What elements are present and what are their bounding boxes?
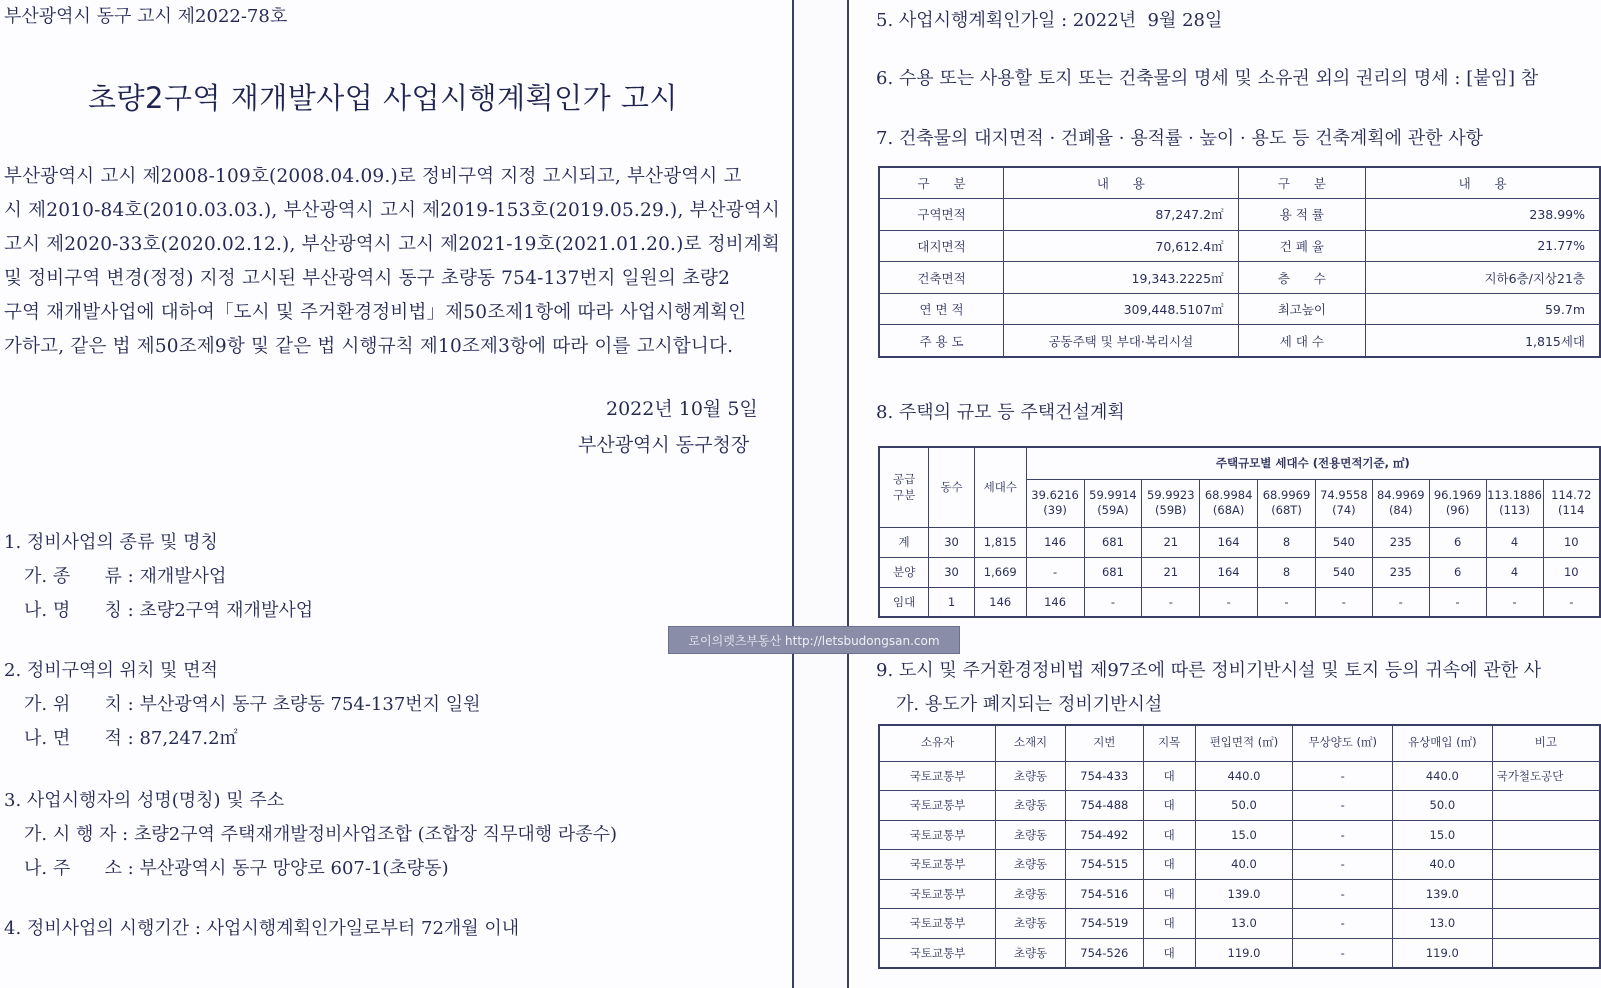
table-cell: - bbox=[1200, 587, 1258, 617]
section-1-type: 가. 종 류 : 재개발사업 bbox=[24, 566, 227, 587]
table-cell: 21 bbox=[1142, 527, 1200, 557]
table-cell: 대지면적 bbox=[879, 230, 1004, 262]
table-cell: 235 bbox=[1372, 527, 1429, 557]
table-cell: 초량동 bbox=[996, 850, 1066, 880]
table-cell: 40.0 bbox=[1393, 850, 1493, 880]
table-cell: - bbox=[1258, 587, 1316, 617]
section-2-location: 가. 위 치 : 부산광역시 동구 초량동 754-137번지 일원 bbox=[24, 694, 481, 715]
size-header: 113.1886 (113) bbox=[1486, 479, 1543, 527]
table-row bbox=[879, 293, 1600, 325]
size-header: 84.9969 (84) bbox=[1372, 479, 1429, 527]
table-row bbox=[879, 879, 1600, 909]
table-cell: 754-488 bbox=[1065, 791, 1143, 821]
table-cell: - bbox=[1293, 820, 1393, 850]
table-cell: 계 bbox=[879, 527, 929, 557]
table-cell: 국토교통부 bbox=[879, 909, 996, 939]
table-cell: 440.0 bbox=[1195, 761, 1293, 791]
size-header: 59.9923 (59B) bbox=[1142, 479, 1200, 527]
notice-date: 2022년 10월 5일 bbox=[606, 398, 758, 420]
table-cell: 초량동 bbox=[996, 879, 1066, 909]
body-line: 및 정비구역 변경(정정) 지정 고시된 부산광역시 동구 초량동 754-137번지 일원의 초량2 bbox=[4, 268, 731, 289]
table-cell: 30 bbox=[929, 527, 975, 557]
table-cell: 540 bbox=[1315, 527, 1372, 557]
table-cell: 대 bbox=[1143, 791, 1195, 821]
notice-number: 부산광역시 동구 고시 제2022-78호 bbox=[4, 6, 288, 27]
table-header: 구 분 bbox=[879, 167, 1004, 199]
table-cell: 119.0 bbox=[1393, 938, 1493, 968]
size-header: 114.72 (114 bbox=[1543, 479, 1600, 527]
table-cell: 146 bbox=[974, 587, 1026, 617]
table-cell: 8 bbox=[1258, 557, 1316, 587]
table-cell: 164 bbox=[1200, 527, 1258, 557]
housing-plan-table bbox=[878, 446, 1601, 618]
watermark-banner: 로이의렛츠부동산 http://letsbudongsan.com bbox=[668, 626, 960, 654]
table-cell: 대 bbox=[1143, 909, 1195, 939]
table-header: 공급구분 bbox=[879, 447, 929, 527]
table-cell: 119.0 bbox=[1195, 938, 1293, 968]
table-cell: 초량동 bbox=[996, 909, 1066, 939]
page-title: 초량2구역 재개발사업 사업시행계획인가 고시 bbox=[88, 81, 678, 115]
table-cell: 4 bbox=[1486, 557, 1543, 587]
table-cell: 13.0 bbox=[1393, 909, 1493, 939]
section-2-heading: 2. 정비구역의 위치 및 면적 bbox=[4, 660, 218, 681]
table-row bbox=[879, 325, 1600, 357]
table-cell: 15.0 bbox=[1195, 820, 1293, 850]
table-cell: 1,815세대 bbox=[1366, 325, 1600, 357]
table-cell: 국토교통부 bbox=[879, 938, 996, 968]
table-cell bbox=[1492, 938, 1600, 968]
table-cell: 국토교통부 bbox=[879, 820, 996, 850]
table-cell: - bbox=[1429, 587, 1486, 617]
table-cell: 대 bbox=[1143, 820, 1195, 850]
table-cell: 초량동 bbox=[996, 791, 1066, 821]
table-cell bbox=[1492, 791, 1600, 821]
table-cell: 309,448.5107㎡ bbox=[1004, 293, 1239, 325]
table-cell: 연 면 적 bbox=[879, 293, 1004, 325]
table-cell: - bbox=[1142, 587, 1200, 617]
table-cell: 국가철도공단 bbox=[1492, 761, 1600, 791]
table-cell: 1,669 bbox=[974, 557, 1026, 587]
table-cell: - bbox=[1293, 879, 1393, 909]
section-7-heading: 7. 건축물의 대지면적 · 건폐율 · 용적률 · 높이 · 용도 등 건축계획에 관한 사항 bbox=[876, 128, 1484, 149]
facilities-table bbox=[878, 724, 1601, 969]
table-cell: 국토교통부 bbox=[879, 850, 996, 880]
table-cell: 146 bbox=[1026, 527, 1084, 557]
table-cell: 754-433 bbox=[1065, 761, 1143, 791]
table-cell: 6 bbox=[1429, 527, 1486, 557]
table-cell: 국토교통부 bbox=[879, 879, 996, 909]
table-header: 내 용 bbox=[1366, 167, 1600, 199]
table-cell: 754-519 bbox=[1065, 909, 1143, 939]
table-header: 구 분 bbox=[1238, 167, 1366, 199]
table-cell: 8 bbox=[1258, 527, 1316, 557]
table-header: 지번 bbox=[1065, 725, 1143, 761]
table-cell: 59.7m bbox=[1366, 293, 1600, 325]
table-header: 지목 bbox=[1143, 725, 1195, 761]
table-cell: 6 bbox=[1429, 557, 1486, 587]
table-cell: 국토교통부 bbox=[879, 791, 996, 821]
table-cell: 21.77% bbox=[1366, 230, 1600, 262]
section-1-heading: 1. 정비사업의 종류 및 명칭 bbox=[4, 532, 218, 553]
table-header: 동수 bbox=[929, 447, 975, 527]
table-cell: 754-492 bbox=[1065, 820, 1143, 850]
table-cell bbox=[1492, 909, 1600, 939]
table-row bbox=[879, 909, 1600, 939]
section-1-name: 나. 명 칭 : 초량2구역 재개발사업 bbox=[24, 600, 314, 621]
table-header-row bbox=[879, 725, 1600, 761]
table-cell: 초량동 bbox=[996, 820, 1066, 850]
table-row bbox=[879, 850, 1600, 880]
table-cell: - bbox=[1293, 850, 1393, 880]
table-row bbox=[879, 527, 1600, 557]
section-3-operator: 가. 시 행 자 : 초량2구역 주택재개발정비사업조합 (조합장 직무대행 라종수) bbox=[24, 824, 618, 845]
table-cell: 13.0 bbox=[1195, 909, 1293, 939]
table-cell: 대 bbox=[1143, 850, 1195, 880]
right-page bbox=[848, 0, 1601, 988]
table-cell: - bbox=[1293, 938, 1393, 968]
table-cell: 주 용 도 bbox=[879, 325, 1004, 357]
table-row bbox=[879, 199, 1600, 231]
table-cell: 15.0 bbox=[1393, 820, 1493, 850]
table-cell: 50.0 bbox=[1393, 791, 1493, 821]
table-cell: 50.0 bbox=[1195, 791, 1293, 821]
table-cell: - bbox=[1486, 587, 1543, 617]
size-header: 68.9984 (68A) bbox=[1200, 479, 1258, 527]
table-cell: 21 bbox=[1142, 557, 1200, 587]
table-header: 소재지 bbox=[996, 725, 1066, 761]
table-cell: 235 bbox=[1372, 557, 1429, 587]
table-cell: 지하6층/지상21층 bbox=[1366, 262, 1600, 294]
table-row bbox=[879, 791, 1600, 821]
table-cell: - bbox=[1315, 587, 1372, 617]
table-header: 무상양도 (㎡) bbox=[1293, 725, 1393, 761]
size-header: 39.6216 (39) bbox=[1026, 479, 1084, 527]
table-header: 소유자 bbox=[879, 725, 996, 761]
table-cell: 40.0 bbox=[1195, 850, 1293, 880]
page-divider bbox=[792, 0, 794, 988]
table-row bbox=[879, 557, 1600, 587]
building-plan-table bbox=[878, 166, 1601, 358]
table-cell: 초량동 bbox=[996, 938, 1066, 968]
table-cell: 1 bbox=[929, 587, 975, 617]
body-line: 구역 재개발사업에 대하여「도시 및 주거환경정비법」제50조제1항에 따라 사업시행계획인 bbox=[4, 302, 747, 323]
body-line: 고시 제2020-33호(2020.02.12.), 부산광역시 고시 제2021-19호(2021.01.20.)로 정비계획 bbox=[4, 234, 780, 255]
table-cell: - bbox=[1084, 587, 1142, 617]
size-header: 96.1969 (96) bbox=[1429, 479, 1486, 527]
table-header: 편입면적 (㎡) bbox=[1195, 725, 1293, 761]
table-cell: 754-526 bbox=[1065, 938, 1143, 968]
table-cell: 754-515 bbox=[1065, 850, 1143, 880]
table-cell bbox=[1492, 850, 1600, 880]
table-row bbox=[879, 230, 1600, 262]
table-cell: 용 적 률 bbox=[1238, 199, 1366, 231]
section-6-heading: 6. 수용 또는 사용할 토지 또는 건축물의 명세 및 소유권 외의 권리의 명세 : [붙임] 참 bbox=[876, 68, 1539, 89]
table-cell: 층 수 bbox=[1238, 262, 1366, 294]
table-cell: 초량동 bbox=[996, 761, 1066, 791]
table-row bbox=[879, 820, 1600, 850]
table-cell: 4 bbox=[1486, 527, 1543, 557]
table-cell: 139.0 bbox=[1393, 879, 1493, 909]
table-cell: 세 대 수 bbox=[1238, 325, 1366, 357]
table-cell: 540 bbox=[1315, 557, 1372, 587]
table-cell: 30 bbox=[929, 557, 975, 587]
table-cell: 건축면적 bbox=[879, 262, 1004, 294]
table-cell: 구역면적 bbox=[879, 199, 1004, 231]
size-header: 74.9558 (74) bbox=[1315, 479, 1372, 527]
table-cell: - bbox=[1293, 909, 1393, 939]
table-cell: - bbox=[1293, 791, 1393, 821]
table-cell: 87,247.2㎡ bbox=[1004, 199, 1239, 231]
table-header: 유상매입 (㎡) bbox=[1393, 725, 1493, 761]
table-cell: 10 bbox=[1543, 527, 1600, 557]
table-cell: 139.0 bbox=[1195, 879, 1293, 909]
table-cell: 임대 bbox=[879, 587, 929, 617]
table-cell: 대 bbox=[1143, 938, 1195, 968]
section-4-heading: 4. 정비사업의 시행기간 : 사업시행계획인가일로부터 72개월 이내 bbox=[4, 918, 520, 939]
body-line: 가하고, 같은 법 제50조제9항 및 같은 법 시행규칙 제10조제3항에 따라 이를 고시합니다. bbox=[4, 336, 734, 357]
table-cell: 754-516 bbox=[1065, 879, 1143, 909]
table-cell: 건 폐 율 bbox=[1238, 230, 1366, 262]
section-9-heading: 9. 도시 및 주거환경정비법 제97조에 따른 정비기반시설 및 토지 등의 귀속에 관한 사 bbox=[876, 660, 1542, 681]
table-cell: 70,612.4㎡ bbox=[1004, 230, 1239, 262]
table-header: 주택규모별 세대수 (전용면적기준, ㎡) bbox=[1026, 447, 1600, 479]
table-header: 비고 bbox=[1492, 725, 1600, 761]
table-cell: 공동주택 및 부대·복리시설 bbox=[1004, 325, 1239, 357]
table-cell: - bbox=[1293, 761, 1393, 791]
table-cell: 440.0 bbox=[1393, 761, 1493, 791]
page-gutter bbox=[792, 0, 848, 988]
body-line: 시 제2010-84호(2010.03.03.), 부산광역시 고시 제2019-153호(2019.05.29.), 부산광역시 bbox=[4, 200, 780, 221]
table-header-row bbox=[879, 167, 1600, 199]
table-cell bbox=[1492, 820, 1600, 850]
table-cell: 238.99% bbox=[1366, 199, 1600, 231]
table-cell: 681 bbox=[1084, 527, 1142, 557]
table-cell: 국토교통부 bbox=[879, 761, 996, 791]
table-row bbox=[879, 938, 1600, 968]
table-cell: - bbox=[1026, 557, 1084, 587]
table-cell: 146 bbox=[1026, 587, 1084, 617]
table-cell: 681 bbox=[1084, 557, 1142, 587]
table-cell: 19,343.2225㎡ bbox=[1004, 262, 1239, 294]
table-cell: - bbox=[1543, 587, 1600, 617]
section-8-heading: 8. 주택의 규모 등 주택건설계획 bbox=[876, 402, 1125, 423]
table-cell: 최고높이 bbox=[1238, 293, 1366, 325]
table-header: 세대수 bbox=[974, 447, 1026, 527]
table-cell: 10 bbox=[1543, 557, 1600, 587]
table-cell: 164 bbox=[1200, 557, 1258, 587]
section-3-address: 나. 주 소 : 부산광역시 동구 망양로 607-1(초량동) bbox=[24, 858, 449, 879]
section-5-heading: 5. 사업시행계획인가일 : 2022년 9월 28일 bbox=[876, 10, 1223, 31]
section-9-subheading: 가. 용도가 폐지되는 정비기반시설 bbox=[896, 694, 1163, 715]
body-line: 부산광역시 고시 제2008-109호(2008.04.09.)로 정비구역 지정 고시되고, 부산광역시 고 bbox=[4, 166, 742, 187]
table-cell: - bbox=[1372, 587, 1429, 617]
table-cell: 대 bbox=[1143, 879, 1195, 909]
table-row bbox=[879, 587, 1600, 617]
section-2-area: 나. 면 적 : 87,247.2㎡ bbox=[24, 728, 238, 749]
table-cell: 대 bbox=[1143, 761, 1195, 791]
table-header: 내 용 bbox=[1004, 167, 1239, 199]
table-cell: 분양 bbox=[879, 557, 929, 587]
left-page bbox=[0, 0, 792, 988]
issuer: 부산광역시 동구청장 bbox=[578, 434, 750, 456]
table-cell bbox=[1492, 879, 1600, 909]
table-row bbox=[879, 262, 1600, 294]
size-header: 59.9914 (59A) bbox=[1084, 479, 1142, 527]
table-header-row bbox=[879, 447, 1600, 479]
table-cell: 1,815 bbox=[974, 527, 1026, 557]
table-row bbox=[879, 761, 1600, 791]
section-3-heading: 3. 사업시행자의 성명(명칭) 및 주소 bbox=[4, 790, 285, 811]
size-header: 68.9969 (68T) bbox=[1258, 479, 1316, 527]
